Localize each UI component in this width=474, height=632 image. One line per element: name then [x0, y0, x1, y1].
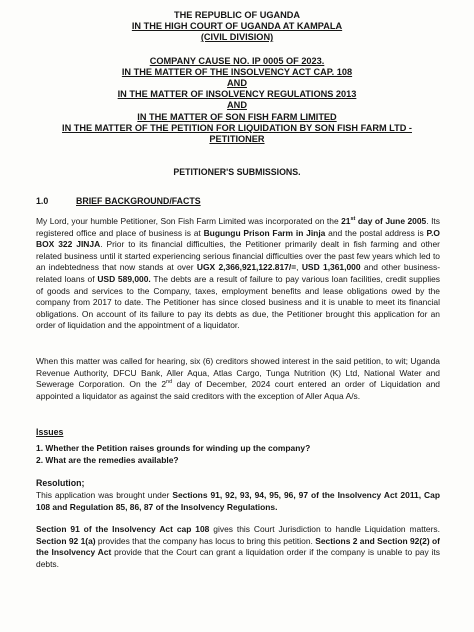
header-matter-petition: IN THE MATTER OF THE PETITION FOR LIQUIDATION BY SON FISH FARM LTD -: [62, 122, 412, 133]
issue-item: 1. Whether the Petition raises grounds for winding up the company?: [36, 443, 311, 453]
submissions-title: PETITIONER'S SUBMISSIONS.: [173, 167, 301, 177]
header-and-1: AND: [227, 78, 247, 89]
resolution-paragraph-1: [36, 490, 440, 513]
text-run: day of December, 2024 court entered an order of Liquidation and appointed a liquidator as against the said creditors with the exception of Aller Aqua A/s.: [36, 379, 440, 401]
hearing-paragraph: When this matter was called for hearing, six (6) creditors showed interest in the said petition, to wit; Uganda Revenue Authority, DFCU Bank, Aller Aqua, Atlas Cargo, Tunga Nutrition (K) Ltd, National Water and Sewerage Corporation. On the 2nd day of December, 2024 court entered an order of Liquidation and appointed a liquidator as against the said creditors with the exception of Aller Aqua A/s.: [36, 356, 440, 401]
section-91-ref: Section 91 of the Insolvency Act cap 108: [36, 524, 210, 534]
text-run: When this matter was called for hearing, six (6) creditors showed interest in the said petition, to wit; Uganda Revenue Authority, DFCU Bank, Aller Aqua, Atlas Cargo, Tunga Nutrition (K) Ltd, National Water and Sewerage Corporation. On the 2: [36, 356, 440, 390]
header-matter-act: IN THE MATTER OF THE INSOLVENCY ACT CAP. 108: [121, 66, 353, 77]
section-number: 1.0: [36, 196, 49, 206]
header-court: IN THE HIGH COURT OF UGANDA AT KAMPALA: [131, 21, 343, 32]
text-run: This application was brought under: [36, 490, 173, 500]
issue-item: 2. What are the remedies available?: [36, 454, 179, 465]
incorporation-date: 21st day of June 2005: [341, 216, 427, 226]
resolution-heading: Resolution;: [36, 478, 85, 488]
header-division: (CIVIL DIVISION): [200, 32, 274, 43]
registered-place: Bugungu Prison Farm in Jinja: [203, 227, 326, 238]
text-run: provides that the company has locus to bring this petition.: [95, 535, 316, 546]
issues-heading: Issues: [36, 427, 64, 437]
resolution-paragraph-2: [36, 524, 440, 570]
text-run: and the postal address is: [325, 227, 427, 238]
text-run: My Lord, your humble Petitioner, Son Fish Farm Limited was incorporated on the: [36, 216, 342, 226]
case-header: [0, 10, 474, 145]
debt-amount-usd-1: USD 1,361,000: [301, 262, 361, 273]
debt-amount-ugx: UGX 2,366,921,122.817/=: [196, 262, 297, 273]
text-run: . Prior to its financial difficulties, the Petitioner primarily dealt in fish farming and other related business until it started experiencing serious financial difficulties over the past few years which led to an indebtedness that now stands at over: [36, 239, 440, 273]
header-spacer: [0, 44, 474, 56]
text-run: . Its registered office and place of business is at: [36, 216, 440, 238]
header-and-2: AND: [227, 100, 247, 111]
section-92-2-ref: Sections 2 and Section 92(2) of the Insolvency Act: [36, 535, 440, 558]
header-matter-regulations: IN THE MATTER OF INSOLVENCY REGULATIONS 2013: [117, 89, 357, 100]
header-matter-company: IN THE MATTER OF SON FISH FARM LIMITED: [137, 111, 337, 122]
debt-amount-usd-2: USD 589,000.: [97, 273, 151, 284]
text-run: The debts are a result of failure to pay various loan facilities, credit supplies of goods and services to the Company, taxes, employment benefits and lease obligations owed by the company from 2017 to date. The Petitioner has since closed business and it is unable to meet its financial obligations. On account of its failure to pay its debts as due, the Petitioner brought this application for an order of liquidation and the appointment of a liquidator.: [36, 273, 440, 331]
section-title: BRIEF BACKGROUND/FACTS: [76, 196, 201, 206]
header-petitioner: PETITIONER: [209, 134, 265, 145]
text-run: provide that the Court can grant a liquidation order if the company is unable to pay its debts.: [36, 547, 440, 569]
background-paragraph: My Lord, your humble Petitioner, Son Fish Farm Limited was incorporated on the 21st day of June 2005. Its registered office and place of business is at Bugungu Prison Farm in Jinja and the postal address is P.O BOX 322 JINJA. Prior to its financial difficulties, the Petitioner primarily dealt in fish farming and other related business until it started experiencing serious financial difficulties over the past few years which led to an indebtedness that now stands at over UGX 2,366,921,122.817/=, USD 1,361,000 and other business-related loans of USD 589,000. The debts are a result of failure to pay various loan facilities, credit supplies of goods and services to the Company, taxes, employment benefits and lease obligations owed by the company from 2017 to date. The Petitioner has since closed business and it is unable to meet its financial obligations. On account of its failure to pay its debts as due, the Petitioner brought this application for an order of liquidation and the appointment of a liquidator.: [36, 216, 440, 331]
header-cause-number: COMPANY CAUSE NO. IP 0005 OF 2023.: [149, 55, 325, 66]
statutory-sections: Sections 91, 92, 93, 94, 95, 96, 97 of the Insolvency Act 2011, Cap 108 and Regulation 85, 86, 87 of the Insolvency Regulations.: [36, 490, 440, 512]
text-run: and other business-related loans of: [36, 262, 440, 284]
section-heading: [36, 196, 201, 207]
section-92-1a-ref: Section 92 1(a): [36, 535, 96, 546]
issues-list: [36, 443, 440, 466]
text-run: gives this Court Jurisdiction to handle Liquidation matters.: [209, 524, 440, 534]
postal-address: P.O BOX 322 JINJA: [36, 227, 440, 250]
header-republic: THE REPUBLIC OF UGANDA: [173, 10, 301, 20]
